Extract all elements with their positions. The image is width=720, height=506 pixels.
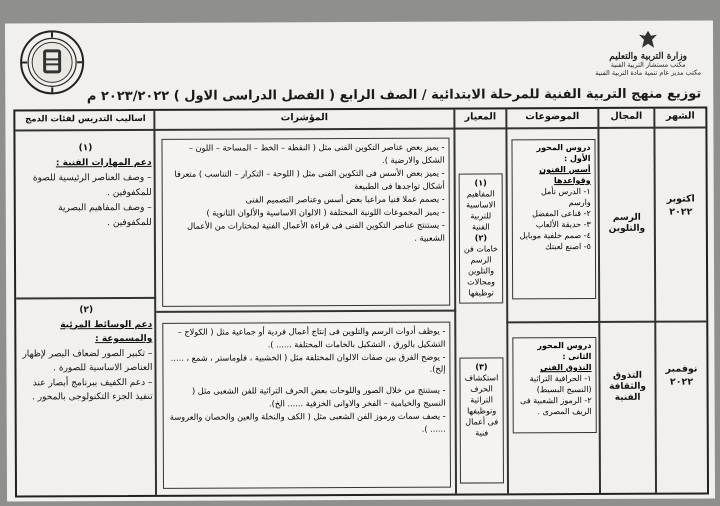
row1-standard-box [459, 173, 504, 303]
method-item: – تكبير الصور لضعاف البصر لإظهار العناصر الاساسية للصورة . [22, 348, 153, 374]
row2-month: نوفمبر ٢٠٢٢ [665, 363, 698, 388]
topic-item: ١- الحرافية التراثية (النسيج البسيط) [529, 373, 592, 395]
row2-field: التذوق والثقافة الفنية [609, 370, 647, 404]
col-divider [653, 109, 656, 493]
institution-seal-logo [19, 29, 85, 95]
row2-methods [20, 303, 152, 405]
col-divider [505, 109, 508, 493]
standard-number: (١) [474, 178, 487, 188]
row1-topics-box [511, 139, 596, 299]
row2-standard-box [459, 357, 504, 483]
indicator-item: - يصمم عملا فنيا مراعيا بعض أسس وعناصر التصميم الفنى [245, 193, 445, 205]
topic-item: ١- الدرس تأمل وارسم [540, 186, 591, 208]
row1-methods [19, 141, 151, 232]
row1-topics-subtitle: أسس الفنون وقواعدها [539, 164, 591, 186]
col-divider [597, 109, 600, 493]
row2-topics-box [512, 337, 596, 433]
office-name: مكتب مستشار التربية الفنية [610, 60, 686, 69]
topic-item: ٢- الرموز الشعبية فى الريف المصرى . [520, 395, 592, 417]
row1-month: اكتوبر ٢٠٢٢ [666, 193, 695, 218]
indicator-item: - يصف سمات ورموز الفن الشعبى مثل ( الكف والنخلة والعين والحصان والعروسة ...... ). [169, 410, 446, 434]
row1-indicators-box [161, 138, 450, 307]
page-title: توزيع منهج التربية الفنية للمرحلة الابتدائية / الصف الرابع ( الفصل الدراسى الاول ) ٢٠٢٣/٢٠٢٢ م [86, 86, 702, 105]
office-name-2: مكتب مدير عام تنمية مادة التربية الفنية [595, 68, 702, 77]
row-divider [156, 310, 456, 313]
header-row-divider [15, 126, 705, 131]
row1-field: الرسم والتلوين [608, 212, 646, 235]
col-header-methods: اساليب التدريس لفئات الدمج [25, 113, 146, 125]
eagle-emblem-icon [637, 29, 659, 51]
standard-text: استكشاف الحرف التراثية وتوظيفها فى أعمال فنية [464, 373, 499, 438]
col-header-topics: الموضوعات [525, 111, 580, 123]
topic-item: ٤- صمم خلفية موبايل [519, 230, 591, 241]
header-ministry-block [593, 29, 703, 77]
col-header-month: الشهر [666, 110, 695, 122]
standard-number: (٣) [475, 362, 488, 372]
col-divider [453, 110, 456, 494]
method-heading: دعم المهارات الفنية : [55, 157, 152, 169]
indicator-item: - يميز المجموعات اللونية المختلفة ( الالوان الاساسية والألوان الثانوية ) [206, 206, 445, 218]
standard-number: (٢) [474, 233, 488, 243]
topic-item: ٢- قناعى المفضل [532, 208, 591, 219]
topic-item: ٣- حديقة الألعاب [535, 219, 591, 230]
row1-topics-title: دروس المحور الأول : [536, 142, 591, 164]
indicator-item: - يميز بعض الأسس فى التكوين الفنى مثل ( اللوحة – التكرار – التناسب ) متعرفا أشكال تواجدها فى الطبيعة [174, 167, 445, 192]
standard-text: خامات فن الرسم والتلوين ومجالات توظيفها [463, 244, 499, 298]
col-header-field: المجال [610, 110, 643, 122]
method-heading: دعم الوسائط المرئية والمسموعة : [60, 319, 153, 345]
row2-topics-title: دروس المحور الثانى : [537, 340, 592, 362]
row-divider [16, 297, 156, 299]
method-item: – دعم الكفيف ببرنامج أبصار عند تنفيذ الجزء التكنولوجى بالمحور . [32, 377, 153, 403]
indicator-item: - يستنتج عناصر التكوين الفنى فى قراءة الأعمال الفنية لمختارات من الأعمال الشعبية . [187, 219, 445, 243]
standard-text: المفاهيم الاساسية للتربية الفنية [466, 189, 496, 232]
indicator-item: - يميز بعض عناصر التكوين الفنى مثل ( النقطة – الخط – المساحة – اللون – الشكل والارضية ). [188, 141, 445, 165]
col-divider [153, 111, 156, 495]
ministry-name: وزارة التربية والتعليم [609, 51, 688, 62]
method-item: – وصف المفاهيم البصرية للمكفوفين . [58, 202, 152, 229]
method-number: (١) [78, 143, 93, 154]
indicator-item: - يستنتج من خلال الصور واللوحات بعض الحرف التراثية للفن الشعبى مثل ( النسيج والخيامية – الفخر والاوانى الخزفية ...... الخ). [191, 384, 446, 409]
document-page [5, 20, 715, 501]
indicator-item: - يوضح الفرق بين صفات الالوان المختلفة مثل ( الخشبية ، فلوماستر ، شمع ، ..... إلخ). [170, 351, 446, 375]
col-header-standard: المعيار [464, 111, 497, 123]
row-divider [506, 320, 706, 322]
method-number: (٢) [79, 305, 94, 316]
indicator-item: - يوظف أدوات الرسم والتلوين فى إنتاج أعمال فردية أو جماعية مثل ( الكولاج – التشكيل بالورق ، التشكيل بالخامات المختلفة ...... ). [177, 325, 446, 350]
col-header-indicators: المؤشرات [280, 112, 328, 124]
topic-item: ٥- اصنع لعبتك [545, 241, 591, 252]
row2-indicators-box [162, 322, 451, 489]
curriculum-table [13, 106, 709, 497]
row2-topics-subtitle: التذوق الفنى [540, 362, 592, 373]
method-item: – وصف العناصر الرئيسية للصوة للمكفوفين . [32, 172, 152, 199]
